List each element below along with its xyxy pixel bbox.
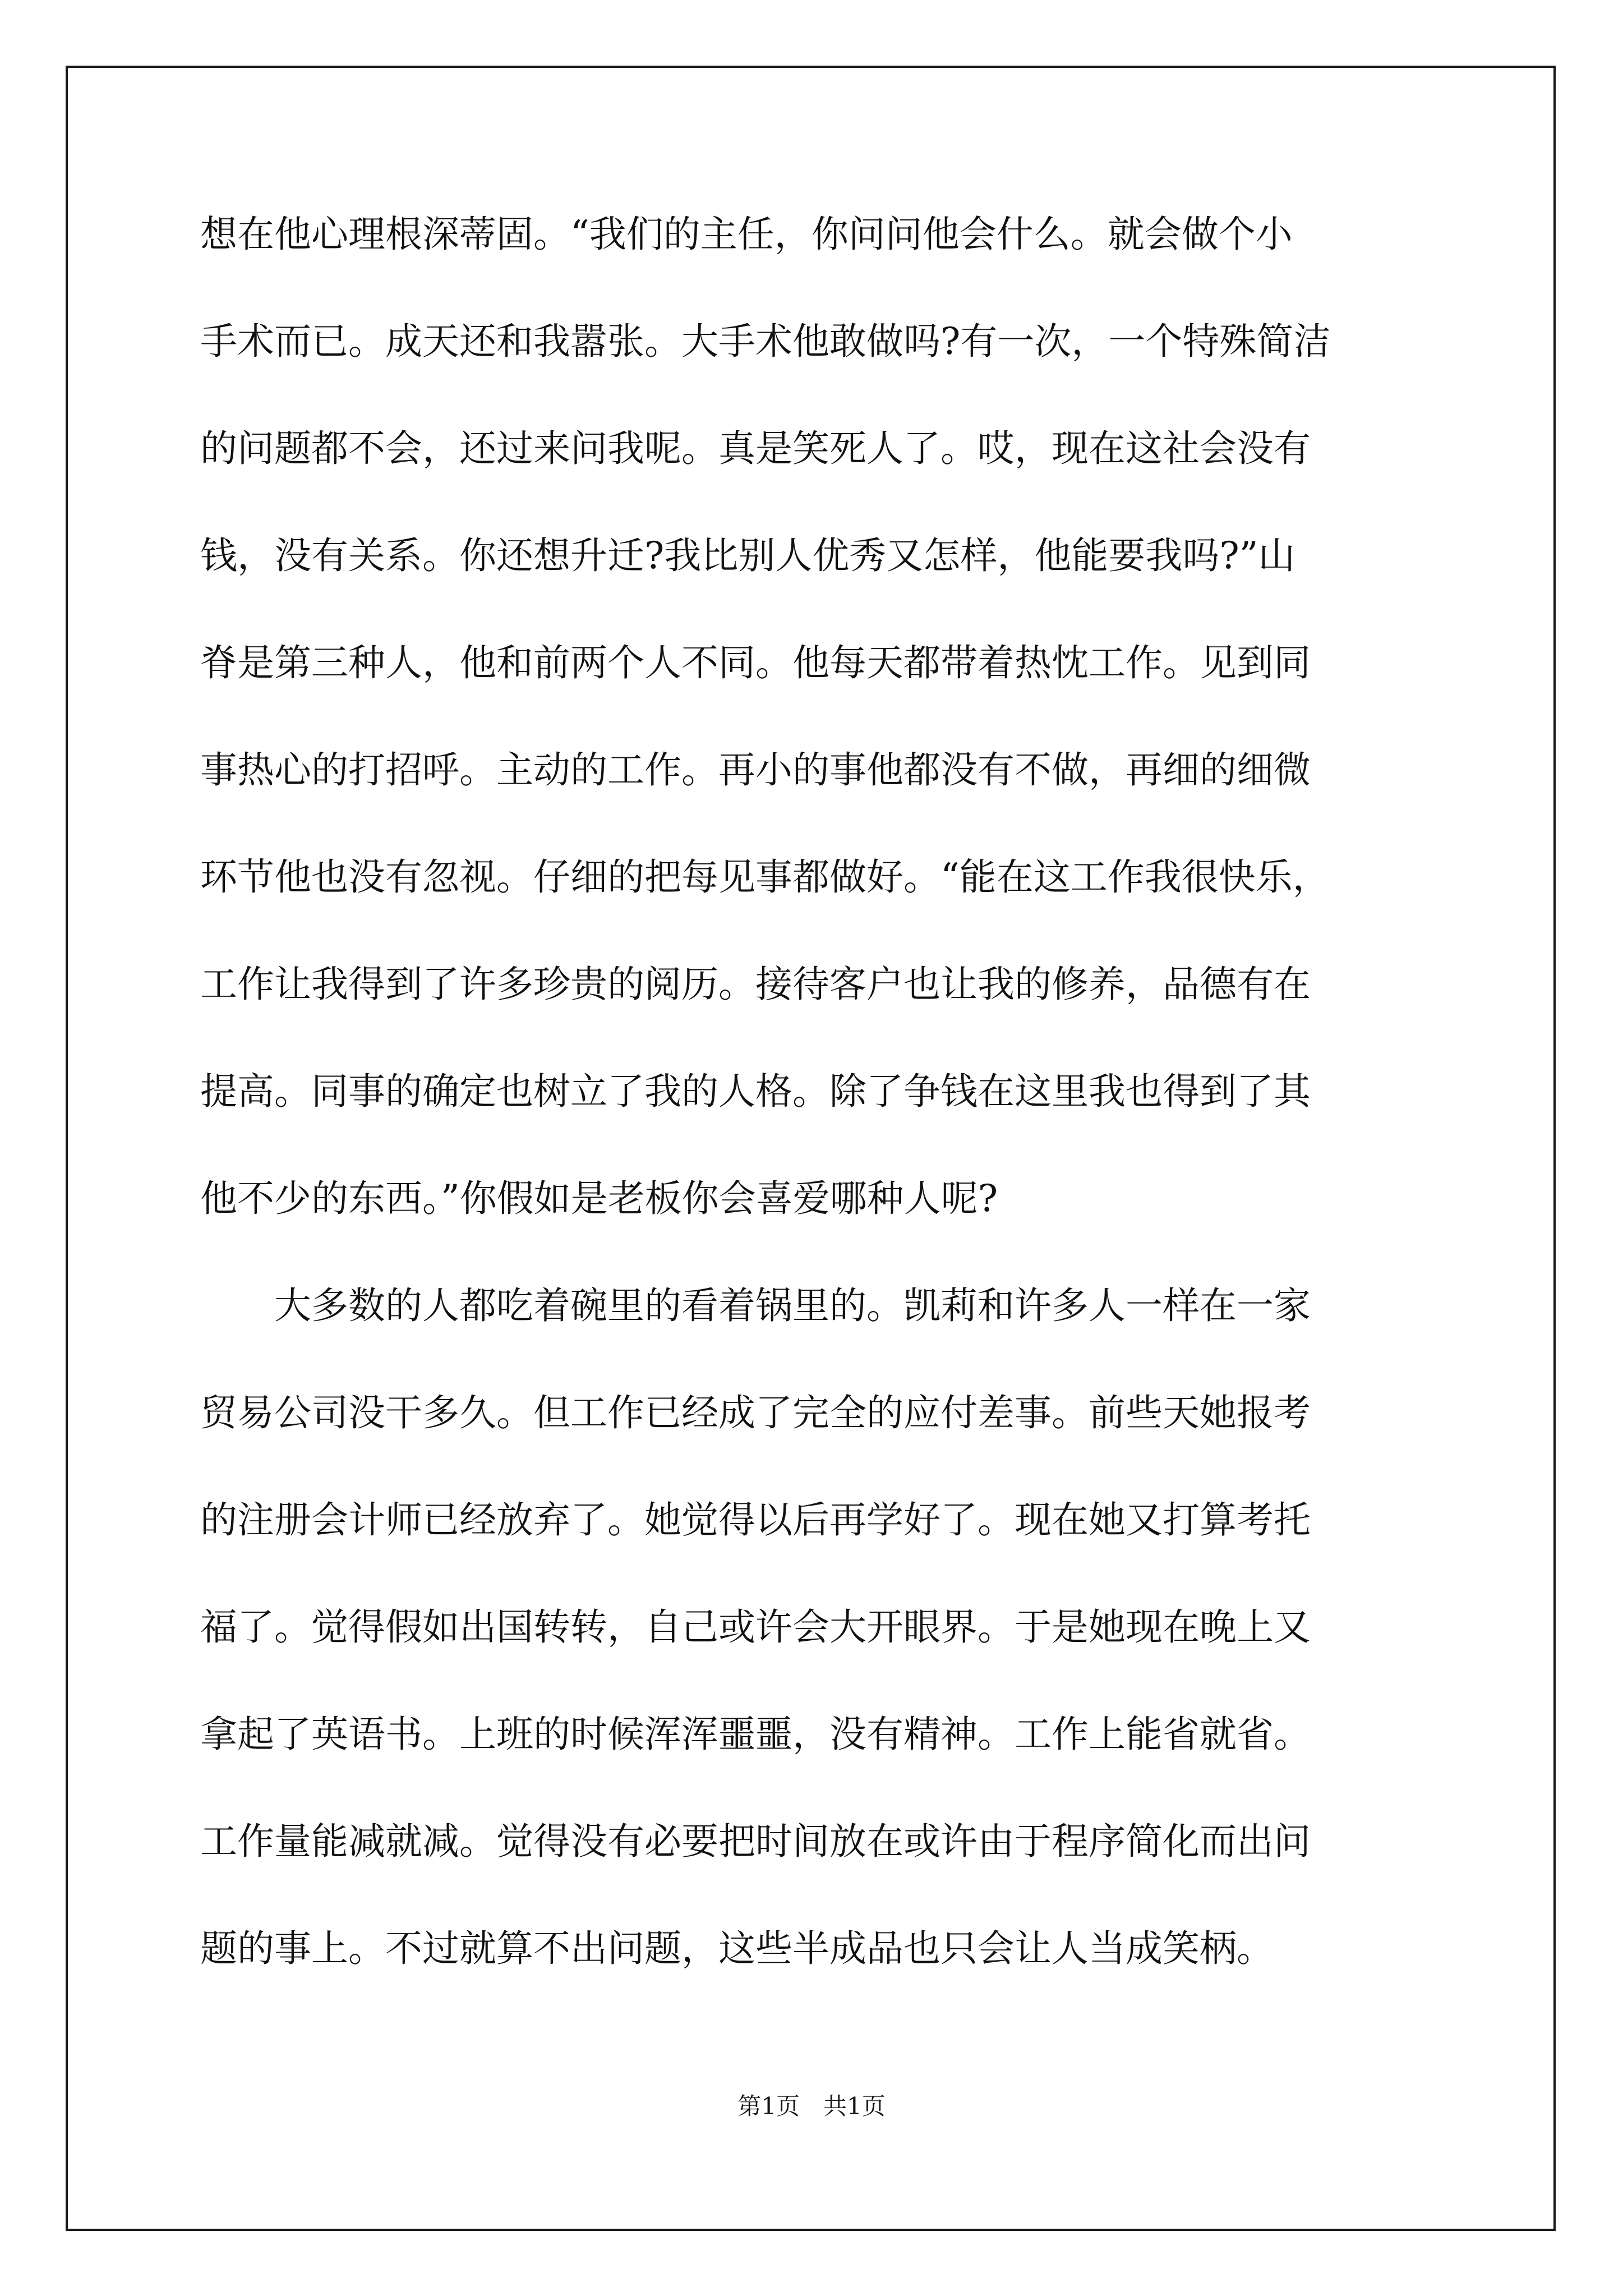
text-line: 工作量能减就减。觉得没有必要把时间放在或许由于程序简化而出问 (200, 1820, 1311, 1863)
text-line: 脊是第三种人，他和前两个人不同。他每天都带着热忱工作。见到同 (200, 641, 1311, 684)
text-line: 福了。觉得假如出国转转，自己或许会大开眼界。于是她现在晚上又 (200, 1605, 1311, 1649)
text-line: 环节他也没有忽视。仔细的把每见事都做好。“能在这工作我很快乐， (200, 855, 1330, 899)
text-line: 想在他心理根深蒂固。“我们的主任，你问问他会什么。就会做个小 (200, 213, 1293, 256)
text-line: 题的事上。不过就算不出问题，这些半成品也只会让人当成笑柄。 (200, 1927, 1274, 1970)
text-line: 贸易公司没干多久。但工作已经成了完全的应付差事。前些天她报考 (200, 1391, 1311, 1434)
text-line: 的注册会计师已经放弃了。她觉得以后再学好了。现在她又打算考托 (200, 1498, 1311, 1542)
text-line: 事热心的打招呼。主动的工作。再小的事他都没有不做，再细的细微 (200, 748, 1311, 792)
text-line: 他不少的东西。”你假如是老板你会喜爱哪种人呢? (200, 1177, 998, 1220)
text-line: 手术而已。成天还和我嚣张。大手术他敢做吗?有一次，一个特殊简洁 (200, 320, 1331, 363)
text-line: 拿起了英语书。上班的时候浑浑噩噩，没有精神。工作上能省就省。 (200, 1713, 1311, 1756)
text-line: 钱，没有关系。你还想升迁?我比别人优秀又怎样，他能要我吗?”山 (200, 534, 1295, 577)
text-line: 的问题都不会，还过来问我呢。真是笑死人了。哎，现在这社会没有 (200, 427, 1311, 470)
page-border (66, 66, 1556, 2231)
page-number: 第1页 共1页 (737, 2092, 886, 2120)
text-line: 工作让我得到了许多珍贵的阅历。接待客户也让我的修养，品德有在 (200, 963, 1311, 1006)
text-line: 大多数的人都吃着碗里的看着锅里的。凯莉和许多人一样在一家 (200, 1284, 1311, 1327)
text-line: 提高。同事的确定也树立了我的人格。除了争钱在这里我也得到了其 (200, 1070, 1311, 1113)
